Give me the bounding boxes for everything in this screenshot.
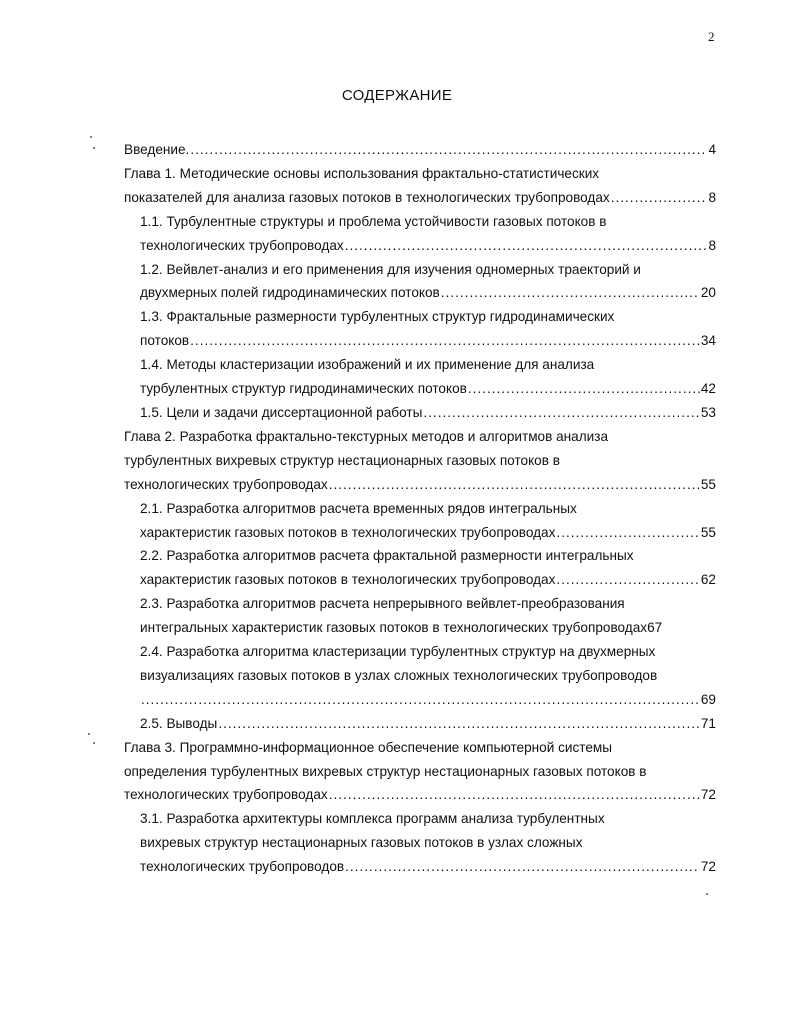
toc-entry-line bbox=[124, 377, 716, 401]
dot-leader bbox=[556, 521, 699, 545]
toc-section-entry[interactable] bbox=[124, 258, 716, 306]
toc-entry-line bbox=[124, 401, 716, 425]
toc-chapter-entry[interactable] bbox=[124, 138, 716, 162]
toc-entry-text: Введение. bbox=[124, 142, 190, 157]
toc-section-entry[interactable] bbox=[124, 353, 716, 401]
toc-entry-line bbox=[124, 783, 716, 807]
scan-speck bbox=[706, 893, 708, 895]
toc-entry-line bbox=[124, 281, 716, 305]
toc-entry-text: технологических трубопроводов bbox=[140, 859, 345, 875]
toc-page-number: 8 bbox=[708, 237, 716, 253]
toc-entry-text: 2.2. Разработка алгоритмов расчета фрактальной размерности интегральных bbox=[140, 548, 634, 564]
toc-page-number: 4 bbox=[708, 142, 716, 157]
dot-leader bbox=[345, 855, 700, 879]
dot-leader bbox=[556, 568, 699, 592]
toc-page-number: 72 bbox=[700, 859, 716, 875]
toc-entry-line bbox=[124, 305, 716, 329]
toc-entry-line bbox=[124, 760, 716, 784]
toc-entry-text: 2.4. Разработка алгоритма кластеризации турбулентных структур на двухмерных bbox=[140, 644, 656, 660]
toc-entry-text: технологических трубопроводах bbox=[124, 476, 328, 492]
toc-entry-text: турбулентных вихревых структур нестационарных газовых потоков в bbox=[124, 452, 560, 468]
toc-entry-line bbox=[124, 640, 716, 664]
toc-entry-text: визуализациях газовых потоков в узлах сложных технологических трубопроводов bbox=[140, 667, 658, 683]
toc-section-entry[interactable] bbox=[124, 807, 716, 879]
dot-leader bbox=[329, 473, 700, 497]
toc-entry-text: 2.5. Выводы bbox=[140, 715, 218, 731]
toc-page-number: 71 bbox=[700, 715, 716, 731]
toc-entry-line bbox=[124, 473, 716, 497]
toc-entry-text: интегральных характеристик газовых потоков в технологических трубопроводах bbox=[140, 620, 648, 636]
toc-entry-line bbox=[124, 712, 716, 736]
toc-entry-line bbox=[124, 807, 716, 831]
scan-speck bbox=[93, 742, 95, 744]
toc-chapter-entry[interactable] bbox=[124, 162, 716, 210]
toc-entry-line bbox=[124, 425, 716, 449]
toc-entry-text: 1.4. Методы кластеризации изображений и их применение для анализа bbox=[140, 357, 595, 373]
toc-section-entry[interactable] bbox=[124, 210, 716, 258]
toc-section-entry[interactable] bbox=[124, 305, 716, 353]
toc-page-number: 62 bbox=[700, 572, 716, 588]
toc-entry-line bbox=[124, 855, 716, 879]
toc-entry-text: характеристик газовых потоков в технологических трубопроводах bbox=[140, 572, 556, 588]
toc-entry-text: 2.3. Разработка алгоритмов расчета непрерывного вейвлет-преобразования bbox=[140, 596, 625, 612]
dot-leader bbox=[441, 281, 700, 305]
dot-leader bbox=[190, 138, 707, 162]
toc-page-number: 67 bbox=[647, 620, 663, 636]
toc-page-number: 8 bbox=[708, 189, 716, 205]
toc-entry-line bbox=[124, 497, 716, 521]
toc-chapter-entry[interactable] bbox=[124, 425, 716, 497]
toc-page-number: 69 bbox=[700, 691, 716, 707]
toc-entry-line bbox=[124, 521, 716, 545]
dot-leader bbox=[468, 377, 700, 401]
toc-entry-text: технологических трубопроводах bbox=[124, 787, 328, 803]
toc-entry-line bbox=[124, 664, 716, 688]
toc-entry-line bbox=[124, 592, 716, 616]
dot-leader bbox=[141, 688, 700, 712]
toc-entry-text: 1.1. Турбулентные структуры и проблема устойчивости газовых потоков в bbox=[140, 213, 607, 229]
toc-page-number: 42 bbox=[700, 381, 716, 397]
toc-entry-line bbox=[124, 258, 716, 282]
toc-entry-text: характеристик газовых потоков в технологических трубопроводах bbox=[140, 524, 556, 540]
toc-section-entry[interactable] bbox=[124, 497, 716, 545]
dot-leader bbox=[218, 712, 700, 736]
dot-leader bbox=[423, 401, 700, 425]
scan-speck bbox=[88, 733, 90, 735]
toc-entry-text: 1.2. Вейвлет-анализ и его применения для изучения одномерных траекторий и bbox=[140, 261, 641, 277]
toc-section-entry[interactable] bbox=[124, 592, 716, 640]
toc-entry-text: Глава 3. Программно-информационное обеспечение компьютерной системы bbox=[124, 739, 613, 755]
toc-entry-text: вихревых структур нестационарных газовых потоков в узлах сложных bbox=[140, 835, 583, 851]
toc-section-entry[interactable] bbox=[124, 401, 716, 425]
toc-entry-text: 1.3. Фрактальные размерности турбулентных структур гидродинамических bbox=[140, 309, 615, 325]
toc-page-number: 72 bbox=[700, 787, 716, 803]
scan-speck bbox=[90, 136, 92, 138]
toc-entry-line bbox=[124, 138, 716, 162]
toc-page-number: 53 bbox=[700, 404, 716, 420]
toc-entry-line bbox=[124, 831, 716, 855]
toc-entry-line bbox=[124, 544, 716, 568]
toc-page-number: 20 bbox=[700, 285, 716, 301]
table-of-contents bbox=[124, 138, 716, 879]
page-title: СОДЕРЖАНИЕ bbox=[341, 87, 453, 104]
dot-leader bbox=[345, 234, 708, 258]
toc-entry-line bbox=[124, 353, 716, 377]
toc-entry-text: потоков bbox=[140, 333, 190, 349]
toc-entry-line bbox=[124, 688, 716, 712]
toc-entry-line bbox=[124, 329, 716, 353]
toc-entry-text: технологических трубопроводах bbox=[140, 237, 344, 253]
toc-entry-text: Глава 1. Методические основы использования фрактально-статистических bbox=[124, 165, 600, 181]
toc-entry-line bbox=[124, 186, 716, 210]
dot-leader bbox=[329, 783, 700, 807]
toc-page-number: 55 bbox=[700, 476, 716, 492]
toc-section-entry[interactable] bbox=[124, 712, 716, 736]
toc-entry-text: Глава 2. Разработка фрактально-текстурных методов и алгоритмов анализа bbox=[124, 428, 609, 444]
toc-page-number: 34 bbox=[700, 333, 716, 349]
toc-section-entry[interactable] bbox=[124, 640, 716, 712]
toc-entry-text: показателей для анализа газовых потоков в технологических трубопроводах bbox=[124, 189, 610, 205]
toc-entry-line bbox=[124, 210, 716, 234]
toc-entry-line bbox=[124, 568, 716, 592]
toc-entry-text: определения турбулентных вихревых структур нестационарных газовых потоков в bbox=[124, 763, 647, 779]
page-number: 2 bbox=[708, 29, 715, 44]
toc-entry-line bbox=[124, 736, 716, 760]
toc-entry-text: 2.1. Разработка алгоритмов расчета временных рядов интегральных bbox=[140, 500, 577, 516]
toc-chapter-entry[interactable] bbox=[124, 736, 716, 808]
dot-leader bbox=[611, 186, 708, 210]
scan-speck bbox=[93, 147, 95, 149]
toc-entry-text: 3.1. Разработка архитектуры комплекса программ анализа турбулентных bbox=[140, 811, 605, 827]
toc-entry-line bbox=[124, 616, 716, 640]
toc-entry-text: турбулентных структур гидродинамических потоков bbox=[140, 381, 467, 397]
toc-page-number: 55 bbox=[700, 524, 716, 540]
toc-entry-text: двухмерных полей гидродинамических потоков bbox=[140, 285, 440, 301]
toc-section-entry[interactable] bbox=[124, 544, 716, 592]
toc-entry-text: 1.5. Цели и задачи диссертационной работы bbox=[140, 404, 423, 420]
toc-entry-line bbox=[124, 234, 716, 258]
dot-leader bbox=[190, 329, 700, 353]
toc-entry-line bbox=[124, 449, 716, 473]
toc-entry-line bbox=[124, 162, 716, 186]
